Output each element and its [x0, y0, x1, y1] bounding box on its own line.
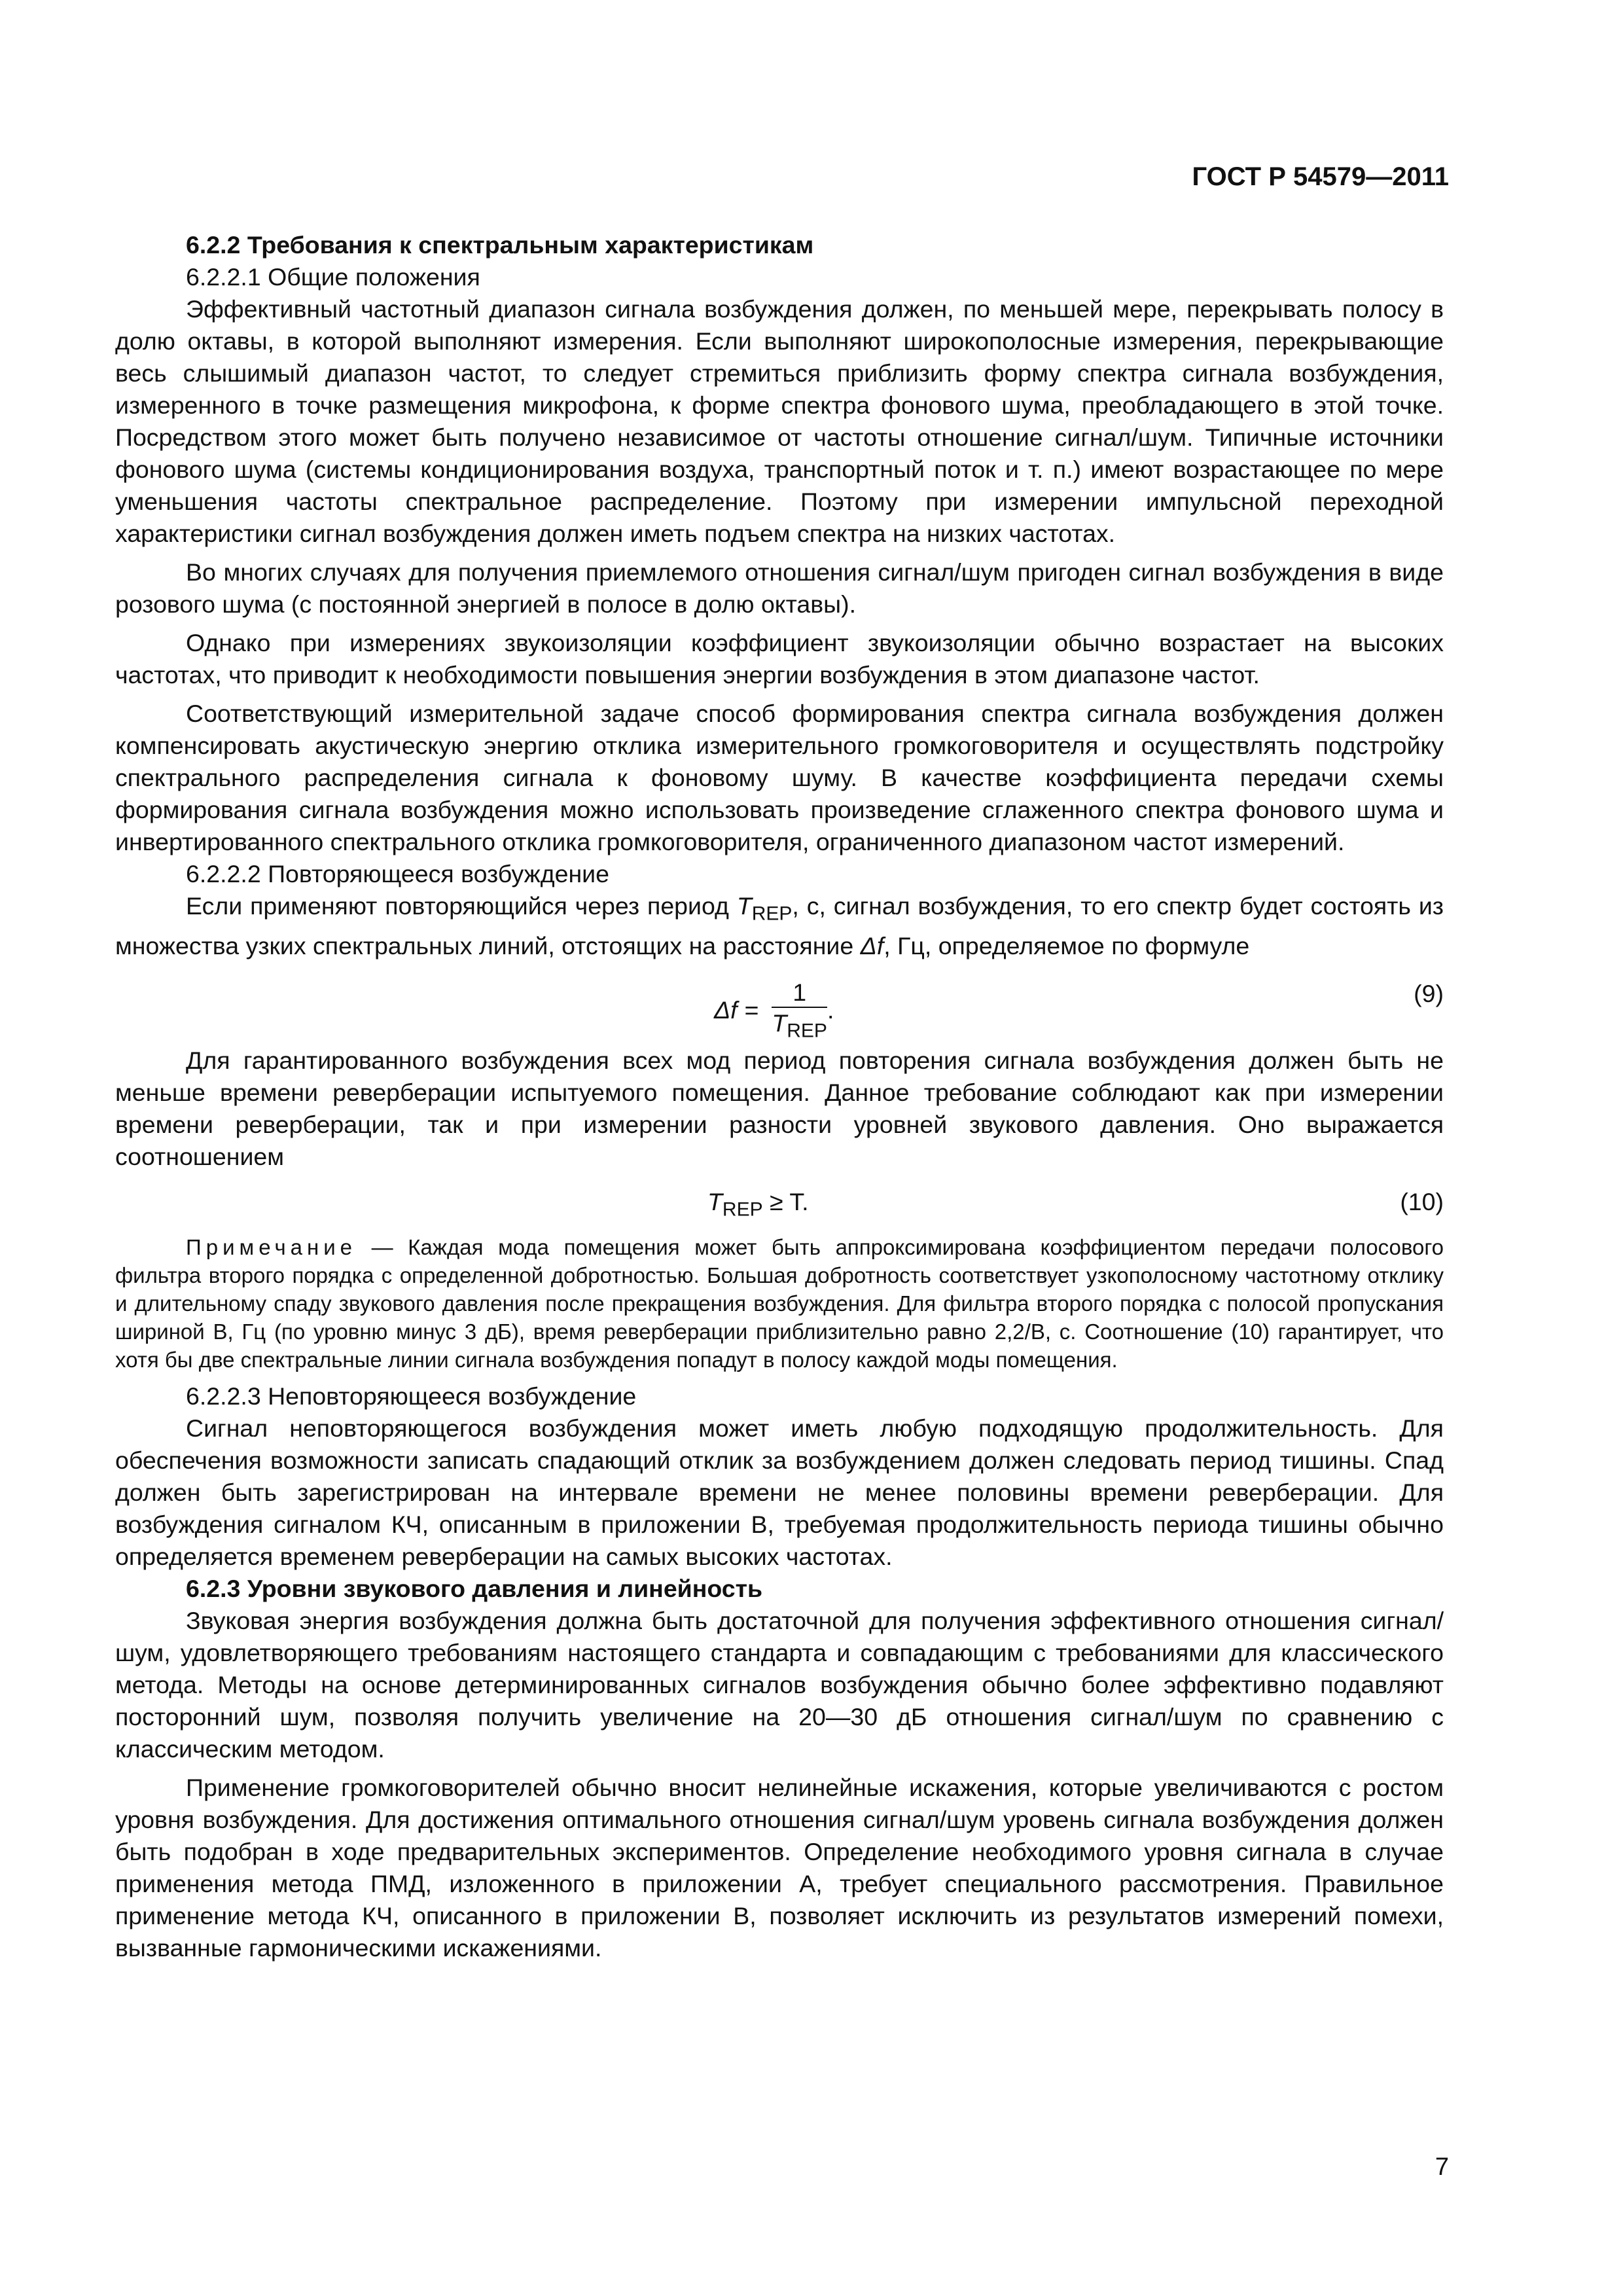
- paragraph: Звуковая энергия возбуждения должна быть достаточной для получения эффективного отношения сигнал/шум, удовлетворяющего требованиям настоящего стандарта и совпадающим с требованиями для классического метода. Методы на основе детерминированных сигналов возбуждения обычно более эффективно подавляют посторонний шум, позволяя получить увеличение на 20—30 дБ отношения сигнал/шум по сравнению с классическим методом.: [115, 1606, 1444, 1763]
- formula-number: (9): [1414, 979, 1444, 1007]
- paragraph: Если применяют повторяющийся через период $T_{REP}$, с, сигнал возбуждения, то его спектр будет состоять из множества узких спектральных линий, отстоящих на расстояние Δf, Гц, определяемое по формуле: [115, 892, 1444, 960]
- paragraph: Сигнал неповторяющегося возбуждения может иметь любую подходящую продолжительность. Для обеспечения возможности записать спадающий отклик за возбуждением должен следовать период тишины. Спад должен быть зарегистрирован на интервале времени не менее половины времени реверберации. Для возбуждения сигналом КЧ, описанным в приложении В, требуемая продолжительность периода тишины обычно определяется временем реверберации на самых высоких частотах.: [115, 1414, 1444, 1570]
- note-label: Примечание: [186, 1234, 357, 1259]
- subsection-heading-6-2-2-2: 6.2.2.2 Повторяющееся возбуждение: [186, 860, 609, 888]
- page-content: [115, 229, 1444, 1964]
- subsection-heading-6-2-2-3: 6.2.2.3 Неповторяющееся возбуждение: [186, 1382, 637, 1410]
- page-number: 7: [1435, 2153, 1449, 2181]
- section-heading-6-2-3: 6.2.3 Уровни звукового давления и линейность: [186, 1574, 763, 1602]
- formula-10: [115, 1179, 1444, 1225]
- paragraph: Применение громкоговорителей обычно вносит нелинейные искажения, которые увеличиваются с ростом уровня возбуждения. Для достижения оптимального отношения сигнал/шум уровень сигнала возбуждения должен быть подобран в ходе предварительных экспериментов. Определение необходимого уровня сигнала в случае применения метода ПМД, изложенного в приложении А, требует специального рассмотрения. Правильное применение метода КЧ, описанного в приложении В, позволяет исключить из результатов измерений помехи, вызванные гармоническими искажениями.: [115, 1773, 1444, 1962]
- note: [115, 1233, 1444, 1374]
- formula-expression: Δf = $\frac{1}{T_{REP}}$ .: [714, 978, 834, 1047]
- document-code: ГОСТ Р 54579—2011: [1192, 162, 1449, 191]
- paragraph: Во многих случаях для получения приемлемого отношения сигнал/шум пригоден сигнал возбуждения в виде розового шума (с постоянной энергией в полосе в долю октавы).: [115, 558, 1444, 618]
- paragraph: Однако при измерениях звукоизоляции коэффициент звукоизоляции обычно возрастает на высоких частотах, что приводит к необходимости повышения энергии возбуждения в этом диапазоне частот.: [115, 629, 1444, 689]
- formula-expression: $T_{REP} \ge T$.: [707, 1187, 809, 1220]
- section-heading-6-2-2: 6.2.2 Требования к спектральным характеристикам: [186, 231, 814, 259]
- note-text: — Каждая мода помещения может быть аппроксимирована коэффициентом передачи полосового фильтра второго порядка с определенной добротностью. Большая добротность соответствует узкополосному частотному отклику и длительному спаду звукового давления после прекращения возбуждения. Для фильтра второго порядка с полосой пропускания шириной B, Гц (по уровню минус 3 дБ), время реверберации приблизительно равно 2,2/B, с. Соотношение (10) гарантирует, что хотя бы две спектральные линии сигнала возбуждения попадут в полосу каждой моды помещения.: [115, 1234, 1444, 1372]
- fraction: $\frac{1}{T_{REP}}$: [772, 978, 827, 1041]
- subsection-heading-6-2-2-1: 6.2.2.1 Общие положения: [186, 263, 480, 291]
- paragraph: Для гарантированного возбуждения всех мод период повторения сигнала возбуждения должен быть не меньше времени реверберации испытуемого помещения. Данное требование соблюдают как при измерении времени реверберации, так и при измерении разности уровней звукового давления. Оно выражается соотношением: [115, 1046, 1444, 1170]
- paragraph: Эффективный частотный диапазон сигнала возбуждения должен, по меньшей мере, перекрывать полосу в долю октавы, в которой выполняют измерения. Если выполняют широкополосные измерения, перекрывающие весь слышимый диапазон частот, то следует стремиться приблизить форму спектра сигнала возбуждения, измеренного в точке размещения микрофона, к форме спектра фонового шума, преобладающего в этой точке. Посредством этого может быть получено независимое от частоты отношение сигнал/шум. Типичные источники фонового шума (системы кондиционирования воздуха, транспортный поток и т. п.) имеют возрастающее по мере уменьшения частоты спектральное распределение. Поэтому при измерении импульсной переходной характеристики сигнал возбуждения должен иметь подъем спектра на низких частотах.: [115, 295, 1444, 547]
- formula-9: [115, 971, 1444, 1041]
- formula-number: (10): [1400, 1187, 1444, 1215]
- paragraph: Соответствующий измерительной задаче способ формирования спектра сигнала возбуждения должен компенсировать акустическую энергию отклика измерительного громкоговорителя и осуществлять подстройку спектрального распределения сигнала к фоновому шуму. В качестве коэффициента передачи схемы формирования сигнала возбуждения можно использовать произведение сглаженного спектра фонового шума и инвертированного спектрального отклика громкоговорителя, ограниченного диапазоном частот измерений.: [115, 700, 1444, 855]
